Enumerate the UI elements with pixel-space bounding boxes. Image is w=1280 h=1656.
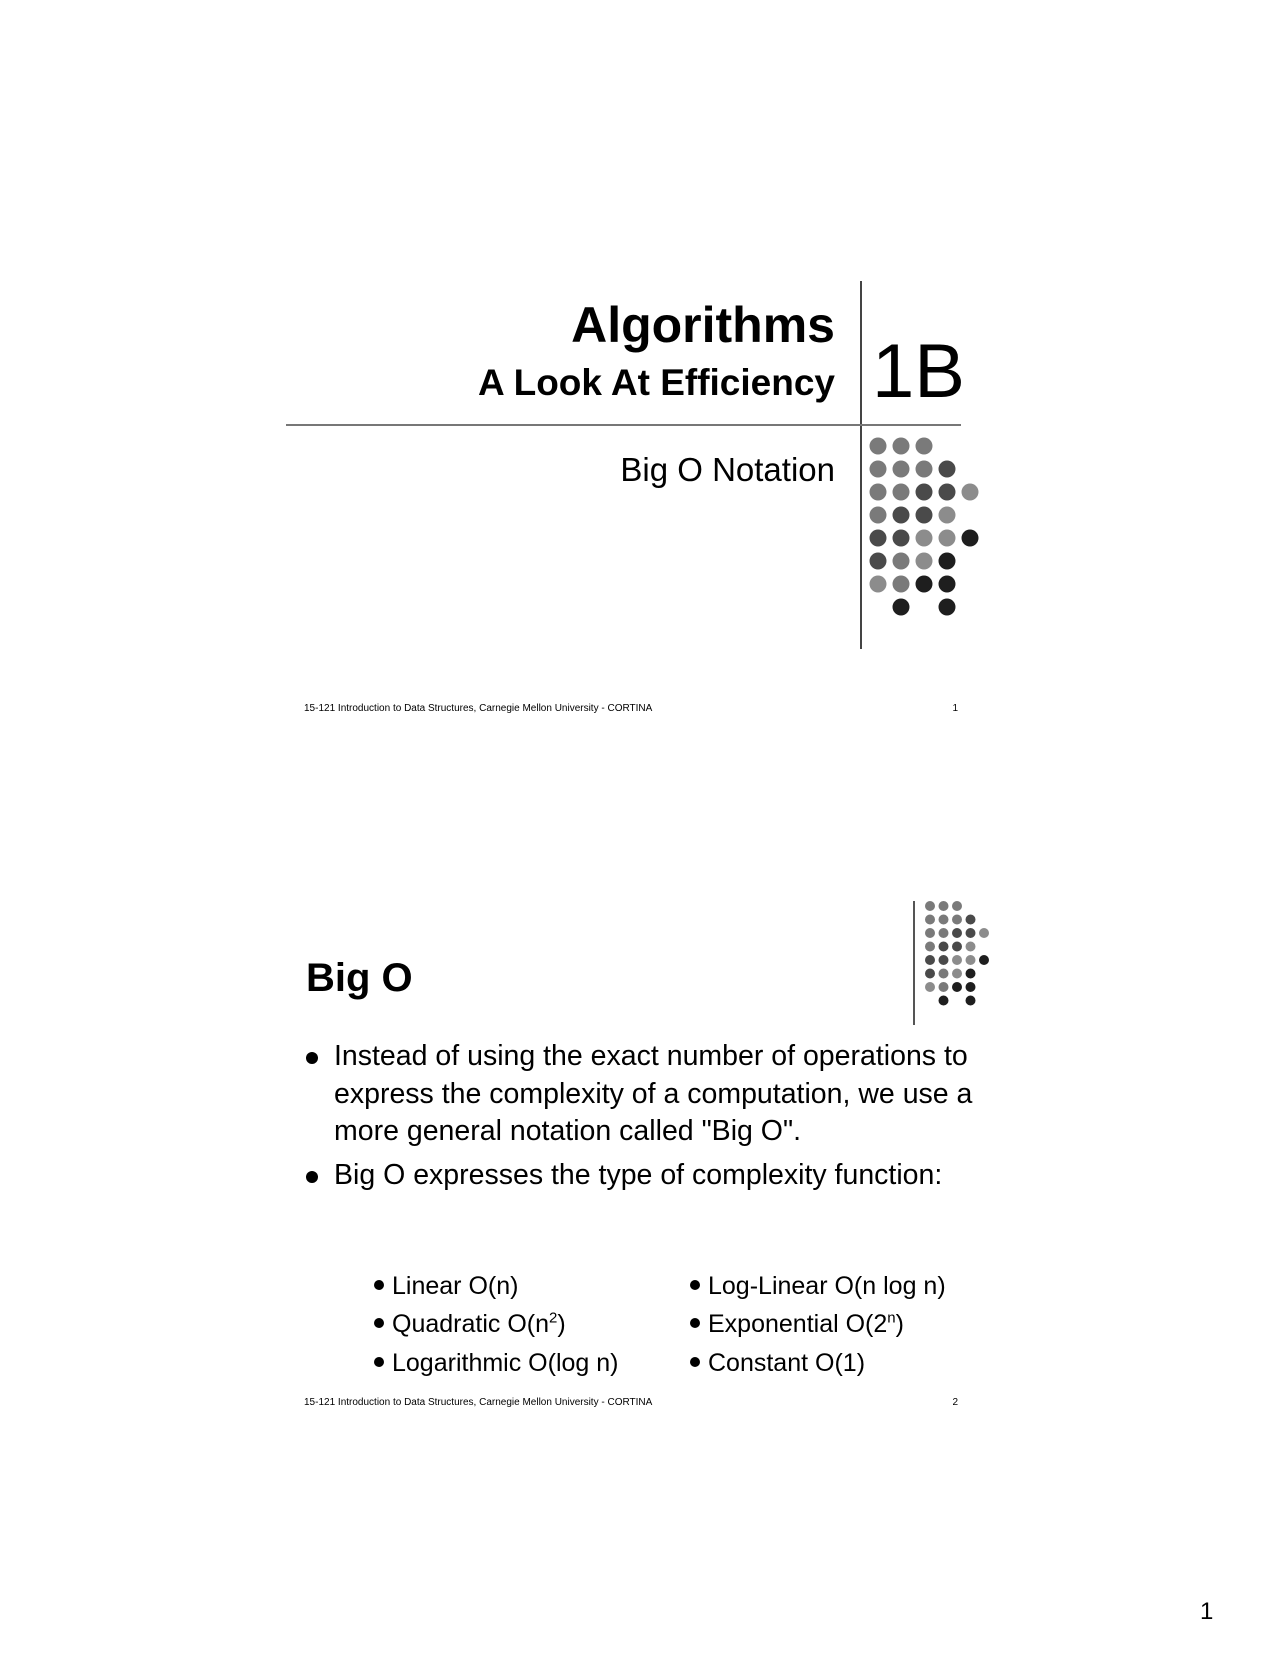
slide1-subtitle: A Look At Efficiency — [477, 362, 835, 403]
slide2-footer: 15-121 Introduction to Data Structures, Carnegie Mellon University - CORTINA — [304, 1397, 653, 1408]
decorative-dot — [966, 982, 976, 992]
decorative-dot — [939, 955, 949, 965]
dot-grid-decoration-icon — [924, 900, 1004, 1010]
decorative-dot — [893, 599, 910, 616]
decorative-dot — [952, 928, 962, 938]
decorative-dot — [979, 928, 989, 938]
slide2-bullet-list — [304, 1038, 1004, 1200]
bullet-text: Instead of using the exact number of operations to express the complexity of a computation, we use a more general notation called "Big O". — [334, 1040, 973, 1147]
bullet-icon — [690, 1357, 700, 1367]
decorative-dot — [925, 982, 935, 992]
bullet-text: Big O expresses the type of complexity function: — [334, 1158, 943, 1191]
complexity-item-logarithmic: Logarithmic O(log n) — [374, 1351, 618, 1376]
decorative-dot — [939, 942, 949, 952]
bullet-icon — [690, 1318, 700, 1328]
decorative-dot — [870, 553, 887, 570]
decorative-dot — [939, 553, 956, 570]
decorative-dot — [916, 507, 933, 524]
slide1-title: Algorithms — [571, 297, 835, 353]
decorative-dot — [939, 530, 956, 547]
decorative-dot — [952, 901, 962, 911]
complexity-item-constant: Constant O(1) — [690, 1351, 865, 1376]
bullet-icon — [374, 1357, 384, 1367]
decorative-dot — [893, 576, 910, 593]
slide2-page-number: 2 — [952, 1397, 958, 1408]
decorative-dot — [893, 507, 910, 524]
bullet-icon — [690, 1280, 700, 1290]
decorative-dot — [925, 901, 935, 911]
decorative-dot — [916, 461, 933, 478]
decorative-dot — [939, 982, 949, 992]
bullet-icon — [374, 1280, 384, 1290]
decorative-dot — [870, 576, 887, 593]
bullet-item — [304, 1157, 1004, 1195]
document-page-number: 1 — [1200, 1598, 1214, 1625]
decorative-dot — [966, 928, 976, 938]
decorative-dot — [966, 942, 976, 952]
decorative-dot — [966, 996, 976, 1006]
decorative-dot — [939, 599, 956, 616]
decorative-dot — [893, 461, 910, 478]
decorative-dot — [962, 530, 979, 547]
complexity-item-quadratic: Quadratic $O(n^2)$ — [374, 1312, 566, 1337]
decorative-dot — [870, 484, 887, 501]
decorative-dot — [939, 576, 956, 593]
decorative-dot — [870, 438, 887, 455]
decorative-dot — [952, 942, 962, 952]
decorative-dot — [916, 484, 933, 501]
dot-grid-decoration-icon — [868, 436, 988, 616]
decorative-dot — [952, 915, 962, 925]
decorative-dot — [939, 928, 949, 938]
decorative-dot — [939, 901, 949, 911]
decorative-dot — [893, 438, 910, 455]
decorative-dot — [893, 553, 910, 570]
decorative-dot — [939, 969, 949, 979]
decorative-dot — [916, 576, 933, 593]
decorative-dot — [916, 530, 933, 547]
decorative-dot — [939, 996, 949, 1006]
decorative-dot — [939, 507, 956, 524]
decorative-dot — [870, 530, 887, 547]
bullet-icon — [306, 1171, 318, 1183]
decorative-dot — [925, 969, 935, 979]
decorative-dot — [962, 484, 979, 501]
decorative-dot — [925, 928, 935, 938]
decorative-dot — [893, 530, 910, 547]
decorative-dot — [916, 553, 933, 570]
decorative-dot — [966, 915, 976, 925]
slide1-number: 1B — [872, 329, 965, 414]
decorative-dot — [952, 969, 962, 979]
bullet-item — [304, 1038, 1004, 1151]
decorative-dot — [966, 969, 976, 979]
decorative-dot — [939, 915, 949, 925]
decorative-dot — [893, 484, 910, 501]
slide1-vertical-divider — [860, 281, 862, 649]
decorative-dot — [925, 955, 935, 965]
decorative-dot — [870, 507, 887, 524]
decorative-dot — [939, 484, 956, 501]
decorative-dot — [952, 955, 962, 965]
complexity-item-log-linear: Log-Linear O(n log n) — [690, 1274, 946, 1299]
decorative-dot — [916, 438, 933, 455]
slide1-horizontal-divider — [286, 424, 961, 426]
decorative-dot — [925, 942, 935, 952]
complexity-item-exponential: Exponential O(2$^n$) — [690, 1312, 904, 1337]
slide1-footer: 15-121 Introduction to Data Structures, Carnegie Mellon University - CORTINA — [304, 703, 653, 714]
bullet-icon — [374, 1318, 384, 1328]
slide2-title: Big O — [306, 956, 413, 1000]
slide1-page-number: 1 — [952, 703, 958, 714]
bullet-icon — [306, 1052, 318, 1064]
decorative-dot — [870, 461, 887, 478]
decorative-dot — [925, 915, 935, 925]
decorative-dot — [966, 955, 976, 965]
complexity-item-linear: Linear O(n) — [374, 1274, 518, 1299]
decorative-dot — [952, 982, 962, 992]
slide1-topic: Big O Notation — [620, 451, 835, 488]
decorative-dot — [939, 461, 956, 478]
decorative-dot — [979, 955, 989, 965]
slide2-vertical-divider — [913, 901, 915, 1025]
